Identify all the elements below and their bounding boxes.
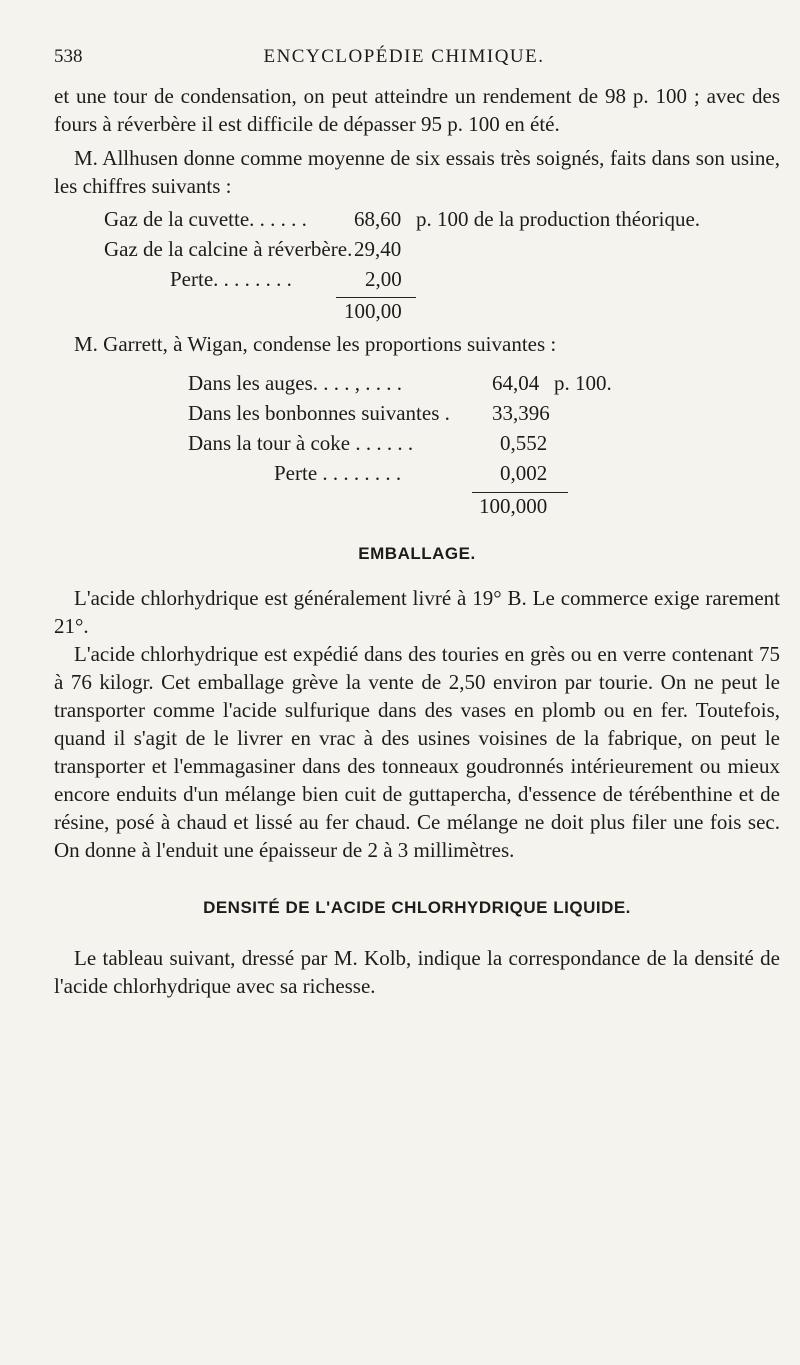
row-value: 68,60	[354, 207, 402, 231]
page-body	[54, 82, 780, 1000]
densite-paragraph: Le tableau suivant, dressé par M. Kolb, indique la correspondance de la densité de l'acide chlorhydrique avec sa richesse.	[54, 946, 780, 998]
page-number: 538	[54, 46, 83, 67]
allhusen-intro: M. Allhusen donne comme moyenne de six essais très soignés, faits dans son usine, les chiffres suivants :	[54, 146, 780, 198]
garrett-total-row	[54, 488, 780, 522]
garrett-row	[54, 368, 780, 398]
garrett-row	[54, 428, 780, 458]
intro-paragraph: et une tour de condensation, on peut atteindre un rendement de 98 p. 100 ; avec des fours à réverbère il est difficile de dépasser 95 p. 100 en été.	[54, 84, 780, 136]
row-label: Perte. . . . . . . .	[170, 267, 292, 291]
row-value: 64,04	[492, 371, 540, 395]
row-value: 33,396	[492, 401, 550, 425]
row-label: Perte . . . . . . . .	[274, 461, 402, 485]
running-title: ENCYCLOPÉDIE CHIMIQUE.	[263, 46, 545, 67]
row-value: 2,00	[365, 267, 402, 291]
section-heading-densite: DENSITÉ DE L'ACIDE CHLORHYDRIQUE LIQUIDE.	[203, 898, 631, 917]
emballage-paragraph-1: L'acide chlorhydrique est généralement livré à 19° B. Le commerce exige rarement 21°.	[54, 586, 780, 638]
allhusen-total-row	[54, 294, 780, 326]
total-value: 100,000	[479, 494, 548, 518]
section-heading-emballage: EMBALLAGE.	[358, 544, 476, 563]
garrett-row	[54, 398, 780, 428]
garrett-intro: M. Garrett, à Wigan, condense les proportions suivantes :	[74, 332, 557, 356]
row-value: 0,002	[500, 461, 548, 485]
allhusen-table	[54, 204, 780, 326]
row-label: Dans la tour à coke . . . . . .	[188, 431, 414, 455]
garrett-table	[54, 368, 780, 522]
row-suffix: p. 100.	[554, 371, 612, 395]
row-label: Dans les bonbonnes suivantes .	[188, 401, 450, 425]
row-label: Gaz de la cuvette. . . . . .	[104, 207, 307, 231]
row-label: Dans les auges. . . . , . . . .	[188, 371, 403, 395]
allhusen-row	[54, 204, 780, 234]
allhusen-row	[54, 234, 780, 264]
row-value: 0,552	[500, 431, 548, 455]
row-label: Gaz de la calcine à réverbère.	[104, 237, 353, 261]
total-value: 100,00	[344, 299, 402, 323]
garrett-row	[54, 458, 780, 488]
row-suffix: p. 100 de la production théorique.	[416, 207, 701, 231]
emballage-paragraph-2: L'acide chlorhydrique est expédié dans des touries en grès ou en verre contenant 75 à 76 kilogr. Cet emballage grève la vente de 2,50 environ par tourie. On ne peut le transporter comme l'acide sulfurique dans des vases en plomb ou en fer. Toutefois, quand il s'agit de le livrer en vrac à des usines voisines de la fabrique, on peut le transporter et l'emmagasiner dans des tonneaux goudronnés intérieurement ou mieux encore enduits d'un mélange bien cuit de guttapercha, d'essence de térébenthine et de résine, posé à chaud et lissé au fer chaud. Ce mélange ne doit plus filer une fois sec. On donne à l'enduit une épaisseur de 2 à 3 millimètres.	[54, 642, 780, 862]
allhusen-row	[54, 264, 780, 294]
row-value: 29,40	[354, 237, 402, 261]
page-header	[54, 46, 754, 72]
